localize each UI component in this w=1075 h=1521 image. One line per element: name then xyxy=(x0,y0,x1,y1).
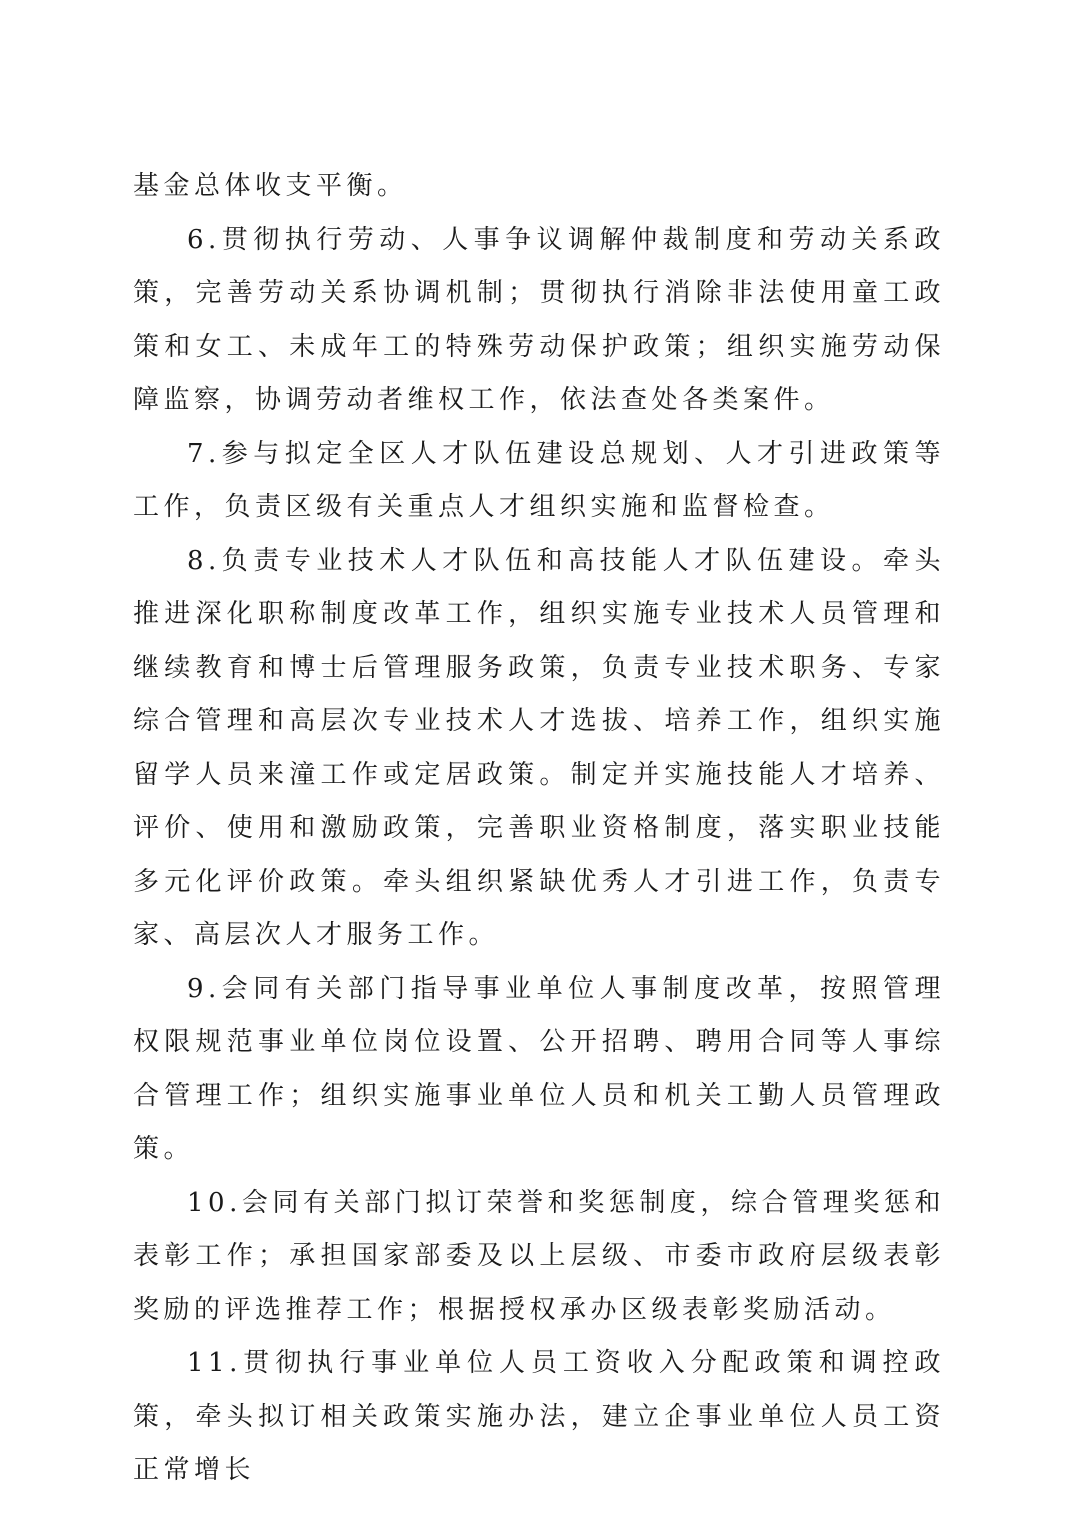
paragraph-item-9: 9.会同有关部门指导事业单位人事制度改革，按照管理权限规范事业单位岗位设置、公开招聘、聘用合同等人事综合管理工作；组织实施事业单位人员和机关工勤人员管理政策。 xyxy=(133,973,945,1164)
paragraph-item-8: 8.负责专业技术人才队伍和高技能人才队伍建设。牵头推进深化职称制度改革工作，组织实施专业技术人员管理和继续教育和博士后管理服务政策，负责专业技术职务、专家综合管理和高层次专业技术人才选拔、培养工作，组织实施留学人员来潼工作或定居政策。制定并实施技能人才培养、评价、使用和激励政策，完善职业资格制度，落实职业技能多元化评价政策。牵头组织紧缺优秀人才引进工作，负责专家、高层次人才服务工作。 xyxy=(133,545,945,950)
paragraph-item-10: 10.会同有关部门拟订荣誉和奖惩制度，综合管理奖惩和表彰工作；承担国家部委及以上层级、市委市政府层级表彰奖励的评选推荐工作；根据授权承办区级表彰奖励活动。 xyxy=(133,1187,945,1325)
document-body xyxy=(133,160,945,1498)
paragraph-item-11: 11.贯彻执行事业单位人员工资收入分配政策和调控政策，牵头拟订相关政策实施办法，建立企事业单位人员工资正常增长 xyxy=(133,1348,945,1485)
paragraph-item-6: 6.贯彻执行劳动、人事争议调解仲裁制度和劳动关系政策，完善劳动关系协调机制；贯彻执行消除非法使用童工政策和女工、未成年工的特殊劳动保护政策；组织实施劳动保障监察，协调劳动者维权工作，依法查处各类案件。 xyxy=(133,224,945,415)
paragraph-continuation: 基金总体收支平衡。 xyxy=(133,171,408,201)
paragraph-item-7: 7.参与拟定全区人才队伍建设总规划、人才引进政策等工作，负责区级有关重点人才组织实施和监督检查。 xyxy=(133,438,945,522)
